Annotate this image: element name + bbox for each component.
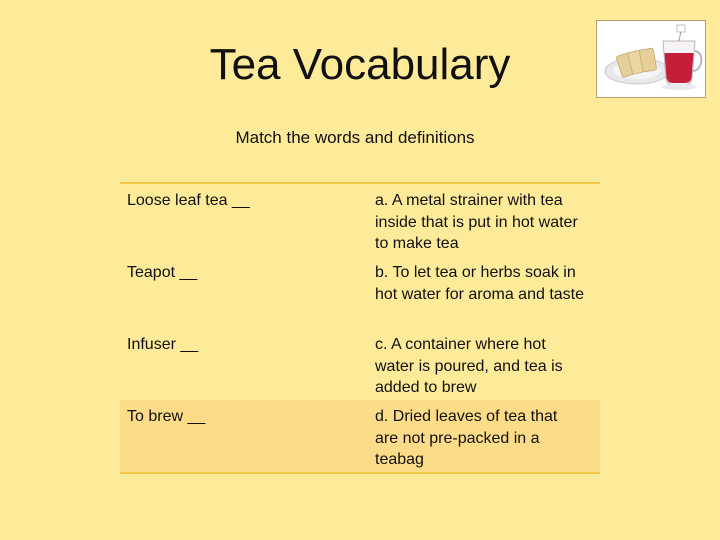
instructions-text: Match the words and definitions <box>235 128 475 147</box>
table-row <box>120 400 600 473</box>
tea-and-biscuits-photo <box>596 20 706 98</box>
vocab-definition: c. A container where hot water is poured, and tea is added to brew <box>375 336 563 396</box>
vocab-definition: a. A metal strainer with tea inside that is put in hot water to make tea <box>375 192 578 252</box>
table-row <box>120 256 600 328</box>
vocab-word: Infuser __ <box>127 336 199 353</box>
vocab-word: Teapot __ <box>120 256 359 328</box>
vocab-word: Loose leaf tea __ <box>127 192 250 209</box>
slide-title: Tea Vocabulary <box>209 40 511 89</box>
table-row <box>120 328 600 400</box>
vocab-definition: b. To let tea or herbs soak in hot water for aroma and taste <box>359 256 600 328</box>
vocab-definition: d. Dried leaves of tea that are not pre-packed in a teabag <box>375 408 558 468</box>
vocab-word: To brew __ <box>127 408 206 425</box>
vocabulary-table <box>120 182 600 474</box>
table-row <box>120 183 600 256</box>
